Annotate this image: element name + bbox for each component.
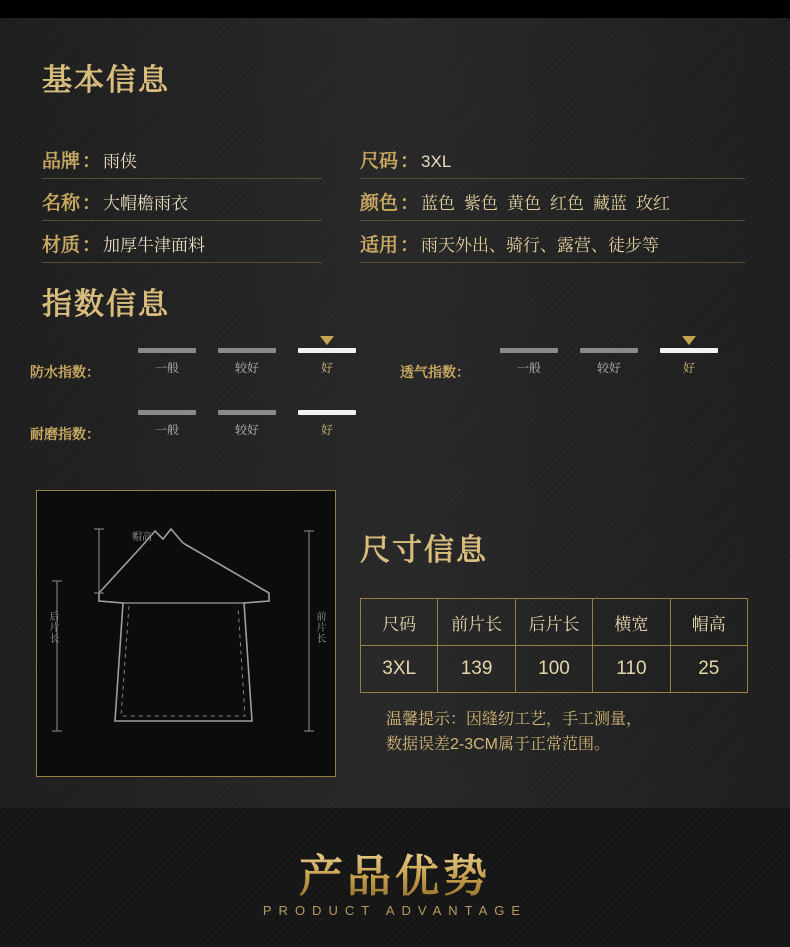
brand-label: 品牌 <box>42 151 81 172</box>
usage-value: 雨天外出、骑行、露营、徒步等 <box>421 236 660 255</box>
color-value-list <box>421 189 670 214</box>
step-bar <box>138 348 196 353</box>
table-row <box>361 646 748 693</box>
step-caption: 较好 <box>596 361 621 375</box>
breathable-step-0 <box>500 348 558 376</box>
index-info-title: 指数信息 <box>42 288 170 321</box>
info-row-material <box>42 230 322 263</box>
step-bar <box>660 348 718 353</box>
info-row-usage <box>360 230 745 263</box>
abrasion-steps <box>138 410 356 438</box>
triangle-marker-icon <box>320 336 334 345</box>
waterproof-step-1 <box>218 348 276 376</box>
step-bar <box>500 348 558 353</box>
size-table <box>360 598 748 693</box>
waterproof-step-0 <box>138 348 196 376</box>
waterproof-step-2 <box>298 348 356 376</box>
color-option-5: 玫红 <box>636 194 671 213</box>
waterproof-steps <box>138 348 356 376</box>
color-option-0: 蓝色 <box>421 194 456 213</box>
material-colon: ： <box>82 235 102 256</box>
size-value: 3XL <box>421 152 452 171</box>
step-bar <box>218 348 276 353</box>
color-option-4: 藏蓝 <box>593 194 628 213</box>
tips-line-2: 数据误差2-3CM属于正常范围。 <box>386 735 611 753</box>
brand-colon: ： <box>82 151 102 172</box>
abrasion-step-2 <box>298 410 356 438</box>
tips-line-1: 因缝纫工艺，手工测量， <box>466 711 643 728</box>
table-header-cell-1: 前片长 <box>438 599 515 646</box>
info-row-color <box>360 188 745 221</box>
step-bar <box>580 348 638 353</box>
brand-value: 雨侠 <box>103 152 138 171</box>
breathable-label: 透气指数： <box>400 364 470 380</box>
raincoat-outline-svg <box>37 491 333 774</box>
abrasion-step-0 <box>138 410 196 438</box>
triangle-marker-icon <box>682 336 696 345</box>
name-label: 名称 <box>42 193 81 214</box>
table-cell-back-length: 100 <box>515 646 592 693</box>
material-label: 材质 <box>42 235 81 256</box>
table-cell-width: 110 <box>593 646 670 693</box>
table-cell-hat-height: 25 <box>670 646 747 693</box>
top-border-band <box>0 0 790 18</box>
basic-info-title: 基本信息 <box>42 64 170 97</box>
table-header-cell-2: 后片长 <box>515 599 592 646</box>
step-caption: 好 <box>320 423 333 437</box>
name-colon: ： <box>82 193 102 214</box>
waterproof-label: 防水指数： <box>30 364 100 380</box>
product-info-panel <box>0 18 790 808</box>
breathable-step-2 <box>660 348 718 376</box>
abrasion-step-1 <box>218 410 276 438</box>
step-caption: 一般 <box>154 423 179 437</box>
measurement-diagram <box>36 490 336 777</box>
table-cell-size: 3XL <box>361 646 438 693</box>
step-bar <box>298 348 356 353</box>
diagram-label-back-length: 后片长 <box>47 611 58 644</box>
step-bar <box>218 410 276 415</box>
name-value: 大帽檐雨衣 <box>103 194 189 213</box>
table-cell-front-length: 139 <box>438 646 515 693</box>
table-header-cell-0: 尺码 <box>361 599 438 646</box>
table-header-cell-4: 帽高 <box>670 599 747 646</box>
color-option-2: 黄色 <box>507 194 542 213</box>
step-bar <box>298 410 356 415</box>
measurement-tips <box>386 708 756 758</box>
material-value: 加厚牛津面料 <box>103 236 206 255</box>
step-caption: 好 <box>320 361 333 375</box>
step-caption: 较好 <box>234 423 259 437</box>
size-info-title: 尺寸信息 <box>360 534 488 567</box>
tips-heading: 温馨提示： <box>386 711 467 728</box>
size-colon: ： <box>400 151 420 172</box>
color-option-1: 紫色 <box>464 194 499 213</box>
info-row-size <box>360 146 745 179</box>
color-label: 颜色 <box>360 193 399 214</box>
abrasion-label: 耐磨指数： <box>30 426 100 442</box>
step-bar <box>138 410 196 415</box>
step-caption: 较好 <box>234 361 259 375</box>
step-caption: 好 <box>682 361 695 375</box>
table-header-cell-3: 横宽 <box>593 599 670 646</box>
footer-title: 产品优势 <box>0 840 790 904</box>
breathable-steps <box>500 348 718 376</box>
diagram-label-front-length: 前片长 <box>314 611 325 644</box>
info-row-brand <box>42 146 322 179</box>
step-caption: 一般 <box>154 361 179 375</box>
step-caption: 一般 <box>516 361 541 375</box>
footer-subtitle: PRODUCT ADVANTAGE <box>262 903 528 918</box>
usage-colon: ： <box>400 235 420 256</box>
size-label: 尺码 <box>360 151 399 172</box>
info-row-name <box>42 188 322 221</box>
usage-label: 适用 <box>360 235 399 256</box>
color-colon: ： <box>400 193 420 214</box>
table-header-row <box>361 599 748 646</box>
breathable-step-1 <box>580 348 638 376</box>
color-option-3: 红色 <box>550 194 585 213</box>
diagram-label-hat-height: 帽高 <box>132 532 152 543</box>
